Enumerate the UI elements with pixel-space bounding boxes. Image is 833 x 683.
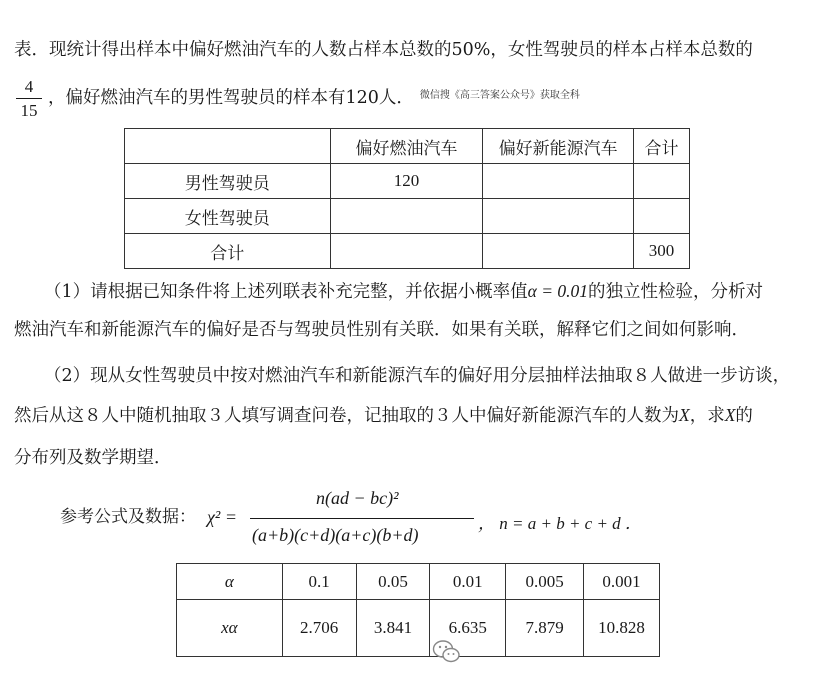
intro-line-2-text: ，偏好燃油汽车的男性驾驶员的样本有120人． — [48, 88, 414, 108]
row-label: xα — [177, 600, 283, 657]
critical-value-table — [176, 563, 660, 657]
table-cell: 0.05 — [356, 564, 430, 600]
table-row — [125, 234, 690, 269]
formula-label: 参考公式及数据： — [60, 507, 196, 527]
table-cell: 0.001 — [584, 564, 660, 600]
table-cell — [330, 199, 483, 234]
fraction-denominator: 15 — [20, 101, 38, 120]
table-cell — [634, 199, 690, 234]
alpha-expression: α = 0.01 — [527, 281, 589, 301]
table-cell: 0.1 — [282, 564, 356, 600]
table-header-row — [125, 129, 690, 164]
q1-line-2: 燃油汽车和新能源汽车的偏好是否与驾驶员性别有关联．如果有关联，解释它们之间如何影响． — [14, 320, 749, 340]
table-cell: 7.879 — [506, 600, 584, 657]
table-row — [125, 199, 690, 234]
q1-line-1-a: （1）请根据已知条件将上述列联表补充完整，并依据小概率值 — [44, 282, 528, 302]
fraction-bar — [250, 518, 474, 519]
table-cell — [330, 234, 483, 269]
q2-line-2-b: ，求 — [689, 406, 725, 426]
row-label: α — [177, 564, 283, 600]
header-cell — [125, 129, 331, 164]
watermark-text: 微信搜《高三答案公众号》获取全科 — [419, 90, 580, 101]
table-cell: 120 — [330, 164, 483, 199]
row-label: 男性驾驶员 — [125, 164, 331, 199]
table-cell: 3.841 — [356, 600, 430, 657]
intro-line-2 — [48, 90, 580, 108]
table-cell — [483, 199, 634, 234]
q2-line-2-a: 然后从这８人中随机抽取３人填写调查问卷，记抽取的３人中偏好新能源汽车的人数为 — [14, 406, 679, 426]
header-cell: 偏好新能源汽车 — [483, 129, 634, 164]
formula-n-definition: ， n = a + b + c + d ． — [478, 514, 642, 533]
q2-line-2-c: 的 — [735, 406, 753, 426]
wechat-logo-icon — [432, 639, 462, 665]
q2-line-2 — [14, 407, 753, 426]
table-cell — [634, 164, 690, 199]
row-label: 合计 — [125, 234, 331, 269]
x-alpha-row — [177, 600, 660, 657]
formula-lhs: χ² = — [207, 507, 237, 527]
table-cell: 2.706 — [282, 600, 356, 657]
table-cell: 0.01 — [430, 564, 506, 600]
var-x: X — [724, 405, 736, 425]
row-label: 女性驾驶员 — [125, 199, 331, 234]
table-row — [125, 164, 690, 199]
formula-numerator: n(ad − bc)² — [316, 488, 399, 508]
fraction-numerator: 4 — [24, 77, 34, 96]
var-x: X — [679, 405, 690, 425]
intro-line-1: 表．现统计得出样本中偏好燃油汽车的人数占样本总数的50%，女性驾驶员的样本占样本总数的 — [14, 40, 753, 60]
table-cell: 6.635 — [430, 600, 506, 657]
alpha-row — [177, 564, 660, 600]
q1-line-1-b: 的独立性检验，分析对 — [588, 282, 764, 302]
table-cell: 10.828 — [584, 600, 660, 657]
fraction-four-fifteenths — [14, 78, 44, 119]
contingency-table — [124, 128, 690, 269]
header-cell: 偏好燃油汽车 — [330, 129, 483, 164]
q1-line-1 — [44, 283, 763, 302]
q2-line-1: （2）现从女性驾驶员中按对燃油汽车和新能源汽车的偏好用分层抽样法抽取８人做进一步访谈， — [44, 366, 791, 386]
table-cell: 0.005 — [506, 564, 584, 600]
table-cell: 300 — [634, 234, 690, 269]
table-cell — [483, 234, 634, 269]
header-cell: 合计 — [634, 129, 690, 164]
table-cell — [483, 164, 634, 199]
q2-line-3: 分布列及数学期望． — [14, 448, 172, 468]
formula-denominator: (a+b)(c+d)(a+c)(b+d) — [252, 525, 419, 545]
